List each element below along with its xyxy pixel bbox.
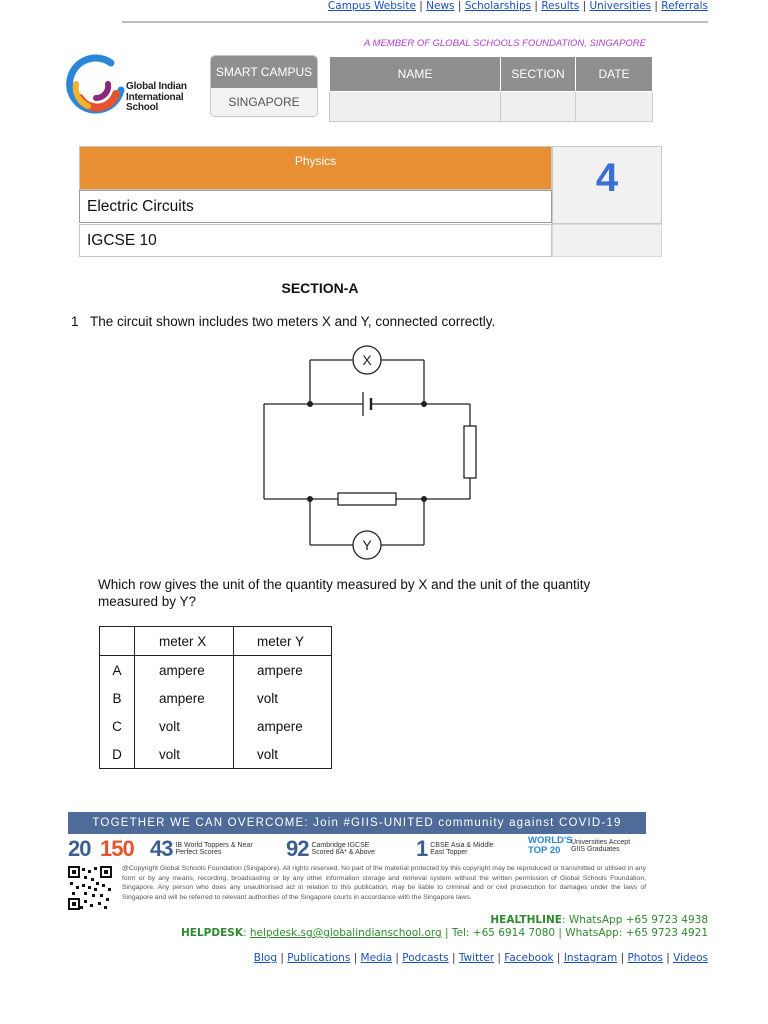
section-field[interactable]	[501, 92, 576, 122]
junction-dot	[307, 496, 313, 502]
copyright-text: @Copyright Global Schools Foundation (Singapore). All rights reserved. No part of the material protected by this copyright may be reproduced or transmitted or utilised in any form or by any means, recording, broadcasting or by any other information storage and retrieval system without the written permission of Global Schools Foundation, Singapore. Any person who does any unauthorised act in relation to this publication, may be liable to criminal and or civil prosecution for damages under the laws of Singapore and will be referred to relevant authorities of the Singapore courts in accordance with the Singapore laws.	[122, 865, 646, 901]
top-links-bar: Campus Website | News | Scholarships | Results | Universities | Referrals	[327, 0, 708, 12]
helpdesk-email-link[interactable]: helpdesk.sg@globalindianschool.org	[249, 927, 442, 939]
link-publications[interactable]: Publications	[287, 952, 351, 964]
table-row[interactable]	[100, 712, 332, 740]
row-meter-y: ampere	[234, 712, 332, 740]
smart-campus-box	[210, 55, 318, 117]
link-videos[interactable]: Videos	[673, 952, 708, 964]
stat-number: 43	[150, 836, 173, 861]
row-meter-x: volt	[135, 740, 234, 769]
link-scholarships[interactable]: Scholarships	[464, 0, 532, 12]
helpdesk-label: HELPDESK	[181, 927, 243, 939]
topic-row: Electric Circuits	[79, 190, 552, 223]
row-meter-y: ampere	[234, 656, 332, 685]
link-photos[interactable]: Photos	[627, 952, 663, 964]
stat-universities	[528, 836, 643, 856]
row-option: A	[100, 656, 135, 685]
smart-campus-title: SMART CAMPUS	[211, 56, 317, 88]
junction-dot	[421, 496, 427, 502]
stat-number: 1	[416, 836, 428, 861]
link-media[interactable]: Media	[360, 952, 393, 964]
row-meter-x: ampere	[135, 684, 234, 712]
link-universities[interactable]: Universities	[589, 0, 652, 12]
grade-row: IGCSE 10	[79, 224, 552, 257]
stat-number: 150	[100, 836, 134, 861]
covid-banner[interactable]: TOGETHER WE CAN OVERCOME: Join #GIIS-UNITED community against COVID-19	[68, 812, 646, 834]
section-title: SECTION-A	[281, 280, 359, 296]
stat-label: Universities Accept GIIS Graduates	[571, 838, 631, 853]
link-referrals[interactable]: Referrals	[661, 0, 708, 12]
link-instagram[interactable]: Instagram	[563, 952, 618, 964]
question-prompt: Which row gives the unit of the quantity measured by X and the unit of the quantity measured by Y?	[98, 577, 591, 609]
worksheet-number: 4	[552, 146, 662, 224]
name-header: NAME	[330, 57, 501, 92]
row-meter-y: volt	[234, 740, 332, 769]
stat-label: CBSE Asia & Middle East Topper	[430, 841, 494, 856]
row-option: B	[100, 684, 135, 712]
stat-number: WORLD'S TOP 20	[528, 835, 573, 856]
header-divider	[122, 21, 708, 23]
stat-years	[68, 836, 90, 862]
table-row[interactable]	[100, 740, 332, 769]
answer-table-header	[100, 627, 332, 656]
link-facebook[interactable]: Facebook	[504, 952, 554, 964]
table-header-blank	[100, 627, 135, 656]
link-blog[interactable]: Blog	[253, 952, 277, 964]
question-number: 1	[71, 314, 79, 329]
circuit-diagram	[250, 340, 490, 562]
logo-line-3: School	[126, 102, 159, 113]
junction-dot	[307, 401, 313, 407]
link-results[interactable]: Results	[541, 0, 580, 12]
helpdesk-contact: | Tel: +65 6914 7080 | WhatsApp: +65 9723 4921	[441, 927, 708, 939]
question-text: The circuit shown includes two meters X and Y, connected correctly.	[90, 314, 496, 329]
stat-igcse	[286, 836, 387, 862]
logo-line-2: International	[126, 91, 184, 103]
stat-number: 92	[286, 836, 309, 861]
giis-logo-icon	[66, 54, 126, 116]
healthline-value: : WhatsApp +65 9723 4938	[561, 914, 708, 926]
stat-awards	[100, 836, 134, 862]
table-row[interactable]	[100, 656, 332, 685]
row-option: D	[100, 740, 135, 769]
resistor-vertical	[464, 426, 476, 478]
healthline	[490, 914, 708, 926]
stat-label: IB World Toppers & Near Perfect Scores	[175, 841, 253, 856]
date-field[interactable]	[576, 92, 653, 122]
row-meter-x: ampere	[135, 656, 234, 685]
row-option: C	[100, 712, 135, 740]
junction-dot	[421, 401, 427, 407]
table-header-meter-y: meter Y	[234, 627, 332, 656]
table-header-meter-x: meter X	[135, 627, 234, 656]
meter-y-label: Y	[362, 537, 372, 553]
link-twitter[interactable]: Twitter	[458, 952, 495, 964]
stat-number: 20	[68, 836, 91, 861]
healthline-label: HEALTHLINE	[490, 914, 562, 926]
student-info-table	[329, 56, 653, 122]
stats-strip	[68, 834, 646, 862]
stat-label: Cambridge IGCSE Scored 8A* & Above	[311, 841, 375, 856]
answer-table	[99, 626, 332, 769]
stat-ib	[150, 836, 255, 862]
meter-x-label: X	[362, 352, 372, 368]
link-news[interactable]: News	[426, 0, 455, 12]
table-row[interactable]	[100, 684, 332, 712]
member-text: A MEMBER OF GLOBAL SCHOOLS FOUNDATION, SINGAPORE	[363, 38, 646, 49]
subject-banner: Physics	[79, 146, 552, 190]
smart-campus-location: SINGAPORE	[211, 88, 317, 116]
name-field[interactable]	[330, 92, 501, 122]
bottom-links-bar: Blog | Publications | Media | Podcasts | Twitter | Facebook | Instagram | Photos | Videos	[253, 952, 708, 964]
section-header: SECTION	[501, 57, 576, 92]
stat-cbse	[416, 836, 504, 862]
logo-text	[126, 82, 187, 114]
row-meter-y: volt	[234, 684, 332, 712]
worksheet-number-blank	[552, 224, 662, 257]
resistor-horizontal	[338, 493, 396, 505]
row-meter-x: volt	[135, 712, 234, 740]
helpdesk: HELPDESK: helpdesk.sg@globalindianschool.org | Tel: +65 6914 7080 | WhatsApp: +65 9723 4921	[181, 927, 708, 939]
link-campus-website[interactable]: Campus Website	[327, 0, 416, 12]
qr-code-icon[interactable]	[68, 866, 112, 910]
date-header: DATE	[576, 57, 653, 92]
link-podcasts[interactable]: Podcasts	[402, 952, 449, 964]
logo-line-1: Global Indian	[126, 81, 187, 92]
